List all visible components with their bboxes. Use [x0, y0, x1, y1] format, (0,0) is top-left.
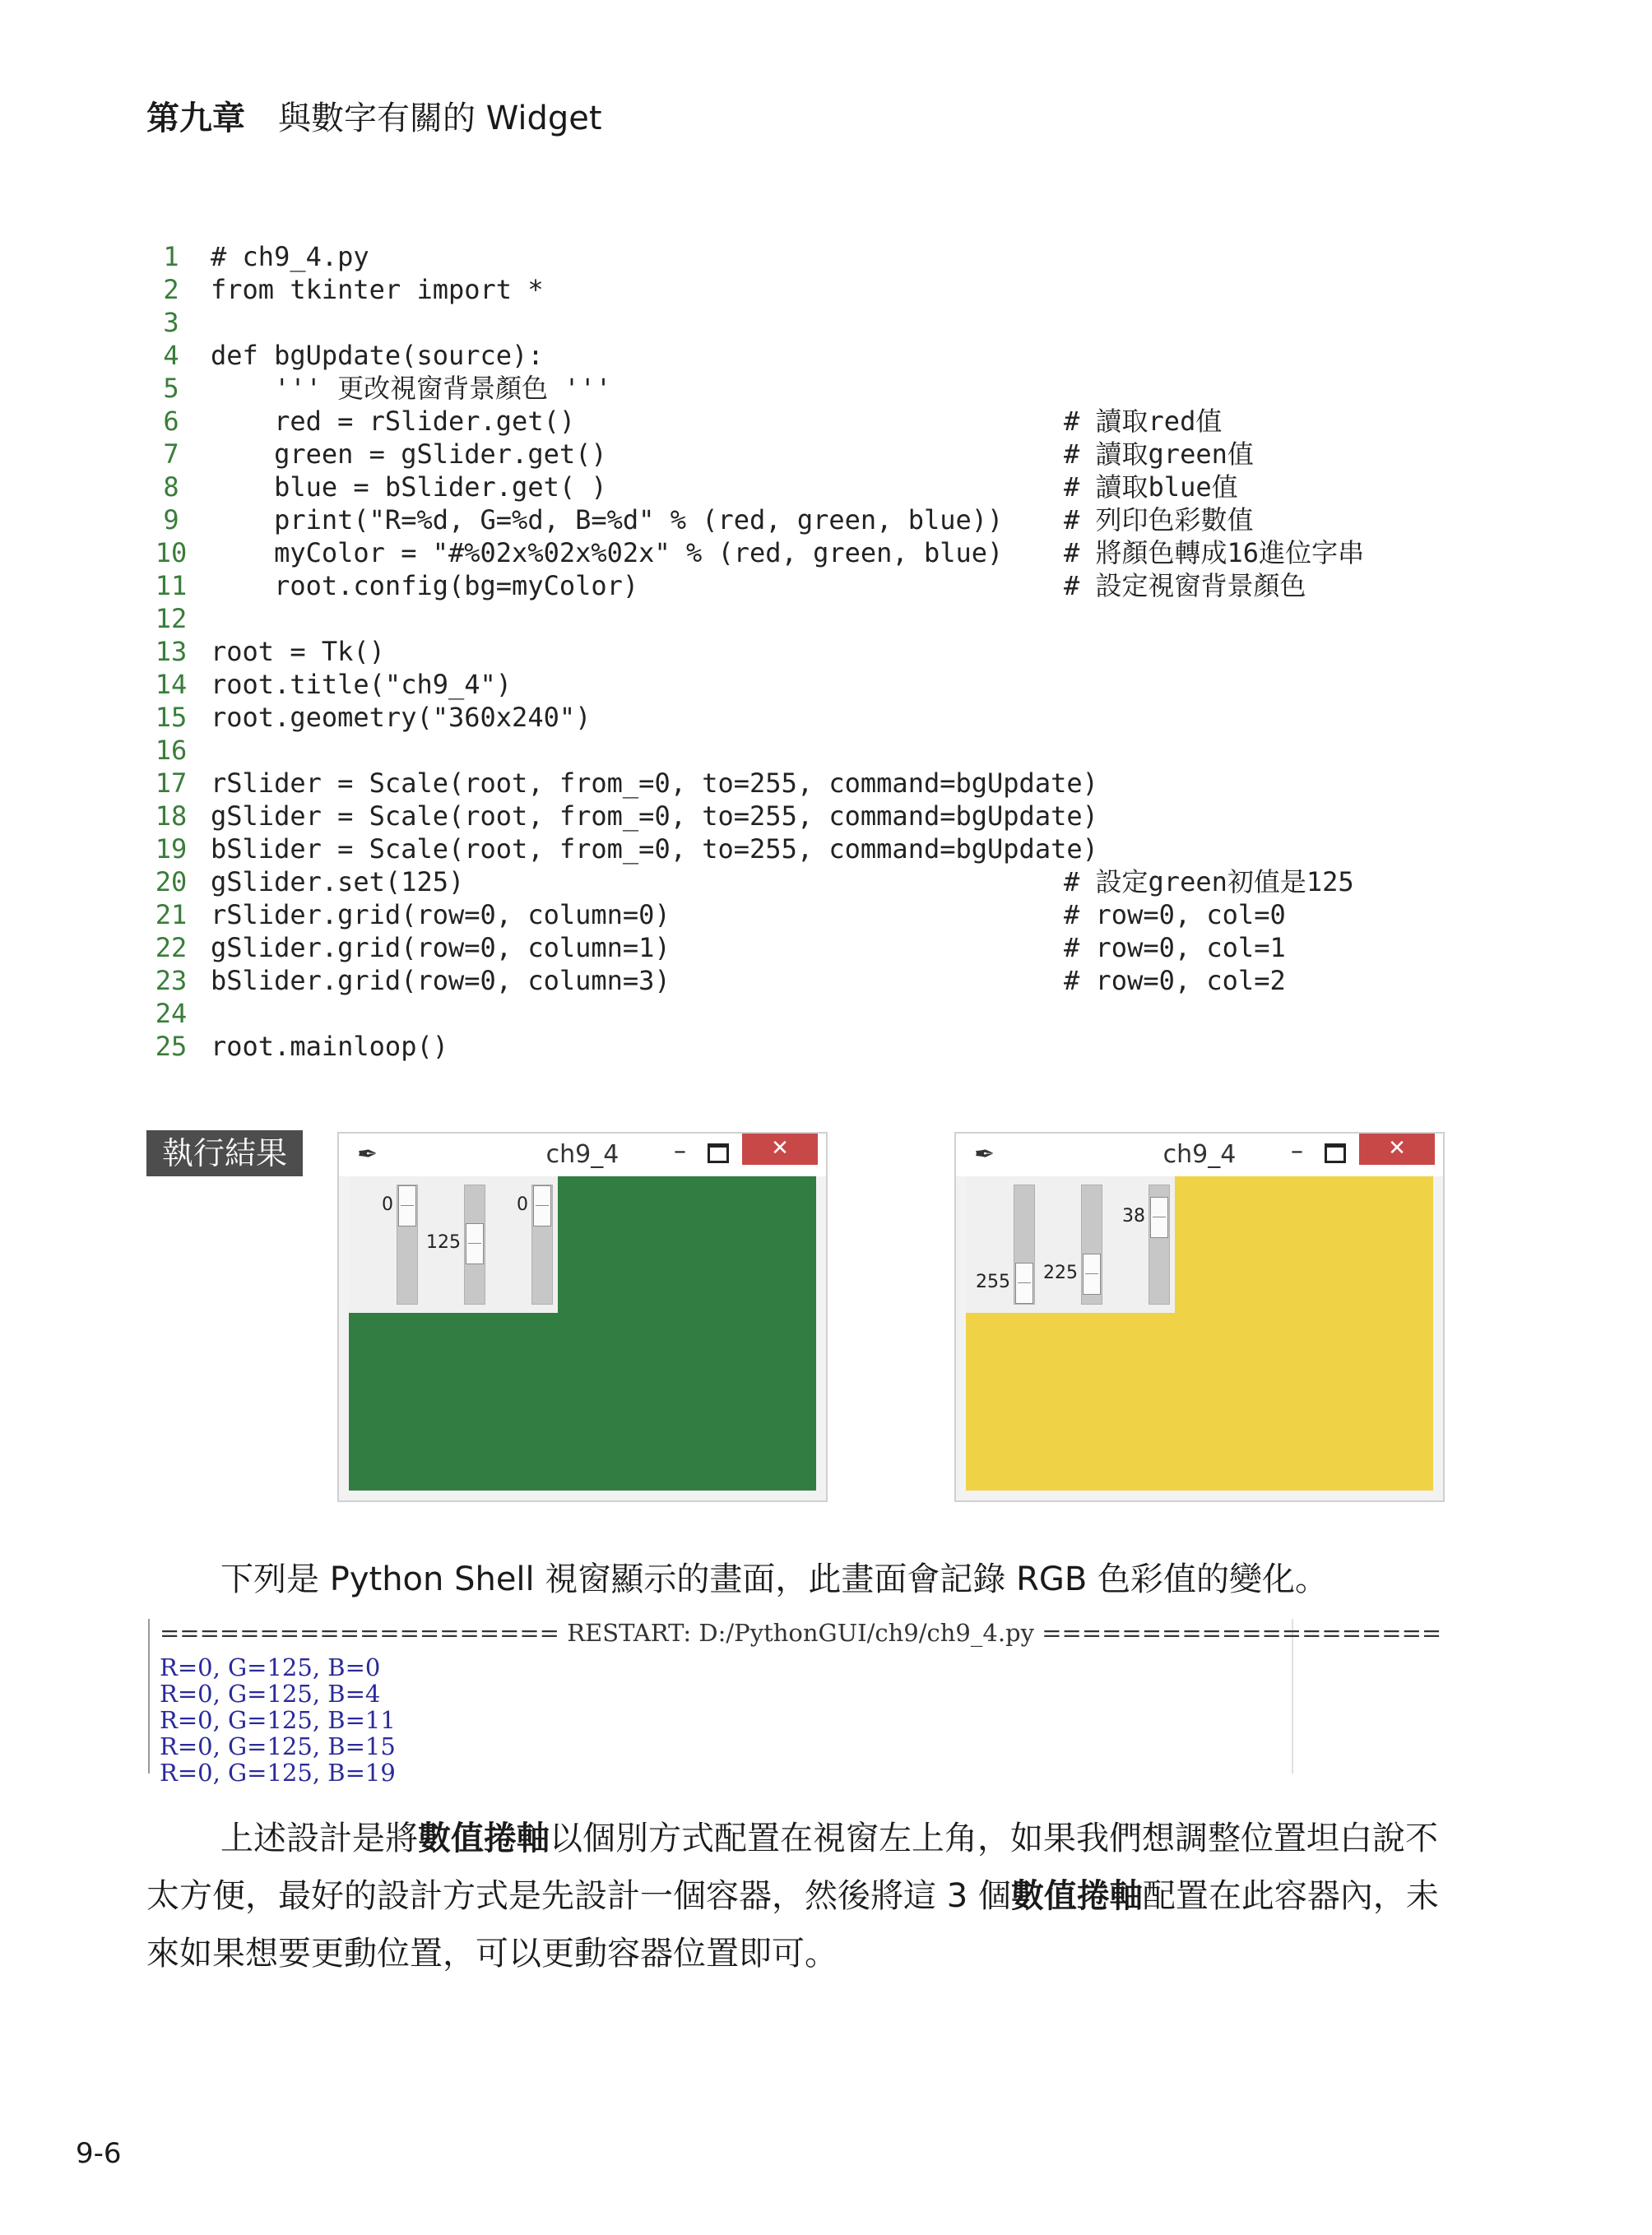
line-number: 24 — [155, 998, 188, 1029]
blue-slider-thumb[interactable] — [533, 1185, 551, 1226]
slider-panel — [966, 1176, 1175, 1313]
code-source: myColor = "#%02x%02x%02x" % (red, green, blue) — [211, 537, 1004, 568]
page-number: 9-6 — [76, 2137, 122, 2170]
line-number: 12 — [155, 603, 188, 634]
shell-output-line: R=0, G=125, B=4 — [160, 1680, 381, 1708]
line-number: 15 — [155, 702, 188, 733]
code-source: rSlider.grid(row=0, column=0) — [211, 899, 671, 930]
code-source: gSlider.grid(row=0, column=1) — [211, 932, 671, 963]
code-comment: # 設定視窗背景顏色 — [1064, 570, 1306, 601]
code-comment: # 將顏色轉成16進位字串 — [1064, 537, 1365, 568]
minimize-button[interactable]: – — [1291, 1137, 1303, 1166]
shell-output-line: R=0, G=125, B=19 — [160, 1759, 396, 1787]
line-number: 5 — [163, 373, 179, 404]
green-slider-thumb[interactable] — [466, 1223, 484, 1264]
line-number: 21 — [155, 899, 188, 930]
tk-window-yellow — [954, 1132, 1445, 1502]
code-source: print("R=%d, G=%d, B=%d" % (red, green, blue)) — [211, 504, 1004, 536]
code-source: root.mainloop() — [211, 1031, 448, 1062]
maximize-button[interactable] — [1325, 1143, 1346, 1163]
minimize-button[interactable]: – — [674, 1137, 686, 1166]
line-number: 18 — [155, 800, 188, 832]
chapter-title: 與數字有關的 Widget — [278, 100, 602, 137]
maximize-button[interactable] — [708, 1143, 729, 1163]
red-slider-trough[interactable] — [1014, 1185, 1035, 1305]
line-number: 3 — [163, 307, 179, 338]
code-source: bSlider.grid(row=0, column=3) — [211, 965, 671, 996]
line-number: 23 — [155, 965, 188, 996]
code-comment: # 設定green初值是125 — [1064, 866, 1354, 897]
line-number: 14 — [155, 669, 188, 700]
window-client-area — [349, 1176, 816, 1491]
line-number: 20 — [155, 866, 188, 897]
code-source: rSlider = Scale(root, from_=0, to=255, command=bgUpdate) — [211, 767, 1098, 799]
slider-panel — [349, 1176, 558, 1313]
code-comment: # 讀取red值 — [1064, 406, 1223, 437]
shell-output-line: R=0, G=125, B=15 — [160, 1732, 396, 1760]
window-titlebar — [956, 1134, 1443, 1176]
code-source: # ch9_4.py — [211, 241, 369, 272]
code-source: gSlider = Scale(root, from_=0, to=255, command=bgUpdate) — [211, 800, 1098, 832]
body-bold-1: 數值捲軸 — [418, 1820, 550, 1857]
code-comment: # 讀取blue值 — [1064, 471, 1238, 503]
blue-slider-thumb[interactable] — [1150, 1197, 1168, 1238]
line-number: 9 — [163, 504, 179, 536]
line-number: 11 — [155, 570, 188, 601]
body-text-3: 配置在此容器內，未來如果想要更動位置，可以更動容器位置即可。 — [146, 1877, 1439, 1973]
code-source: root.config(bg=myColor) — [211, 570, 639, 601]
code-comment: # row=0, col=1 — [1064, 932, 1286, 963]
close-button[interactable]: ✕ — [1359, 1134, 1435, 1165]
slider-value-green: 125 — [426, 1232, 461, 1254]
slider-value-red: 0 — [382, 1194, 393, 1215]
result-label: 執行結果 — [146, 1130, 303, 1176]
body-text-1: 上述設計是將 — [220, 1820, 418, 1857]
line-number: 13 — [155, 636, 188, 667]
code-source: def bgUpdate(source): — [211, 340, 544, 371]
code-source: ''' 更改視窗背景顏色 ''' — [211, 373, 612, 404]
slider-value-blue: 38 — [1122, 1206, 1145, 1227]
line-number: 10 — [155, 537, 188, 568]
code-source: from tkinter import * — [211, 274, 544, 305]
code-source: red = rSlider.get() — [211, 406, 576, 437]
body-text-2: 以個別方式配置在視窗左上角，如果我們想調整位置坦白說不太方便，最好的設計方式是先設計一個容器，然後將這 3 個 — [146, 1820, 1438, 1915]
code-comment: # 讀取green值 — [1064, 438, 1254, 470]
code-comment: # 列印色彩數值 — [1064, 504, 1254, 536]
shell-restart-line: ==================== RESTART: D:/PythonGUI/ch9/ch9_4.py ==================== — [160, 1619, 1442, 1647]
slider-value-green: 225 — [1043, 1262, 1078, 1283]
line-number: 25 — [155, 1031, 188, 1062]
window-client-area — [966, 1176, 1433, 1491]
red-slider-thumb[interactable] — [398, 1185, 416, 1226]
line-number: 6 — [163, 406, 179, 437]
shell-output-line: R=0, G=125, B=11 — [160, 1706, 396, 1734]
chapter-number: 第九章 — [146, 100, 245, 137]
slider-value-blue: 0 — [517, 1194, 528, 1215]
line-number: 7 — [163, 438, 179, 470]
green-slider-trough[interactable] — [1081, 1185, 1102, 1305]
code-source: root.title("ch9_4") — [211, 669, 513, 700]
code-source: root.geometry("360x240") — [211, 702, 592, 733]
feather-icon: ✒ — [357, 1140, 378, 1169]
line-number: 22 — [155, 932, 188, 963]
window-title: ch9_4 — [545, 1140, 620, 1169]
code-source: green = gSlider.get() — [211, 438, 607, 470]
code-source: blue = bSlider.get( ) — [211, 471, 607, 503]
python-shell-output — [148, 1619, 1442, 1787]
line-number: 2 — [163, 274, 179, 305]
code-source: root = Tk() — [211, 636, 385, 667]
window-title: ch9_4 — [1162, 1140, 1237, 1169]
window-titlebar — [339, 1134, 826, 1176]
line-number: 19 — [155, 833, 188, 865]
line-number: 4 — [163, 340, 179, 371]
slider-value-red: 255 — [976, 1272, 1010, 1292]
green-slider-thumb[interactable] — [1083, 1254, 1101, 1295]
blue-slider-trough[interactable] — [531, 1185, 553, 1305]
close-button[interactable]: ✕ — [742, 1134, 818, 1165]
body-paragraph — [146, 1810, 1463, 1982]
shell-output-line: R=0, G=125, B=0 — [160, 1653, 381, 1681]
feather-icon: ✒ — [974, 1140, 995, 1169]
line-number: 17 — [155, 767, 188, 799]
line-number: 8 — [163, 471, 179, 503]
code-source: bSlider = Scale(root, from_=0, to=255, command=bgUpdate) — [211, 833, 1098, 865]
code-source: gSlider.set(125) — [211, 866, 465, 897]
blue-slider-trough[interactable] — [1149, 1185, 1170, 1305]
code-comment: # row=0, col=2 — [1064, 965, 1286, 996]
chapter-header — [146, 92, 602, 139]
line-number: 1 — [163, 241, 179, 272]
shell-intro-paragraph: 下列是 Python Shell 視窗顯示的畫面，此畫面會記錄 RGB 色彩值的變化。 — [220, 1560, 1329, 1598]
line-number: 16 — [155, 735, 188, 766]
body-bold-2: 數值捲軸 — [1010, 1877, 1143, 1915]
code-comment: # row=0, col=0 — [1064, 899, 1286, 930]
tk-window-green — [337, 1132, 828, 1502]
